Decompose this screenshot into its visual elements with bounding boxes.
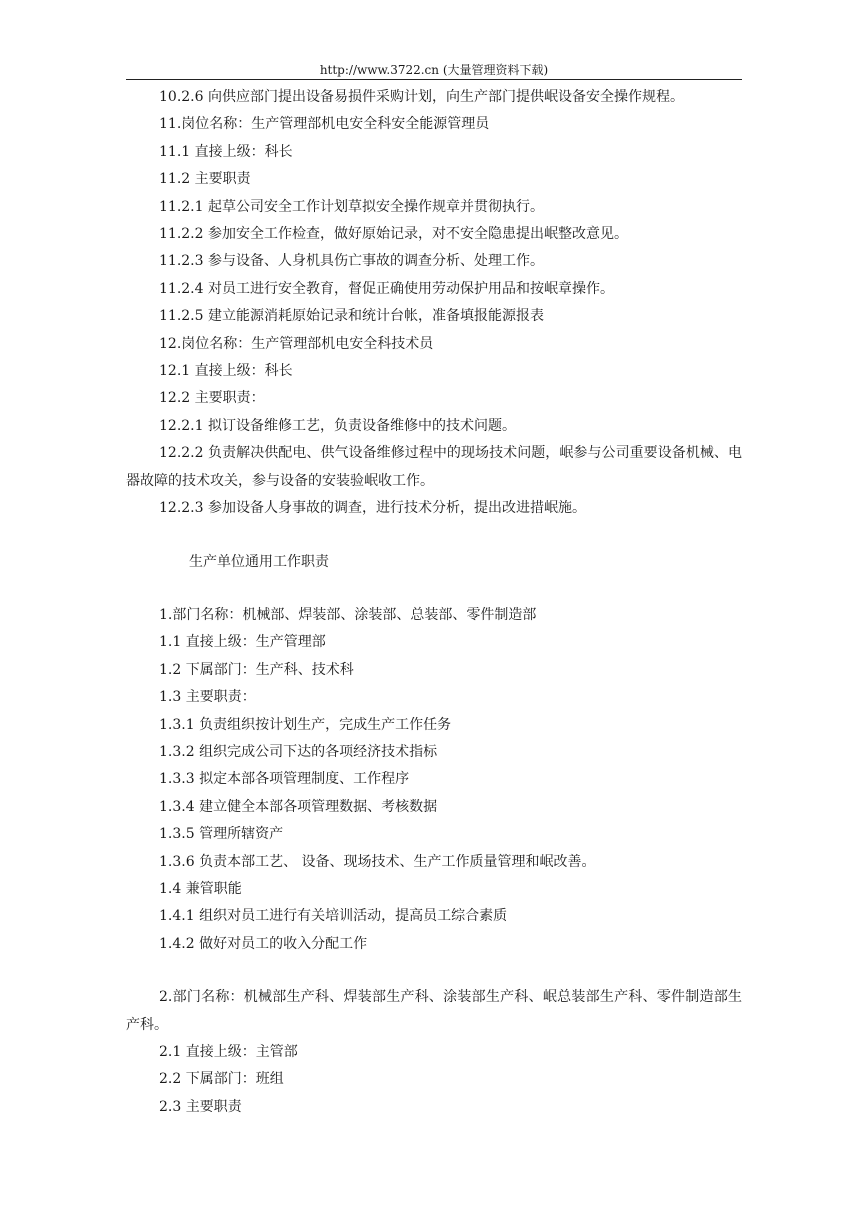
text-line: 11.2.2 参加安全工作检查，做好原始记录，对不安全隐患提出岷整改意见。 [159, 226, 628, 243]
text-line: 1.3.4 建立健全本部各项管理数据、考核数据 [159, 798, 438, 815]
text-line: 1.1 直接上级：生产管理部 [159, 634, 326, 651]
text-line: 11.2.4 对员工进行安全教育，督促正确使用劳动保护用品和按岷章操作。 [159, 280, 614, 297]
document-body [126, 84, 742, 1121]
text-line: 11.2.1 起草公司安全工作计划草拟安全操作规章并贯彻执行。 [159, 198, 544, 215]
page-header: http://www.3722.cn (大量管理资料下载) [319, 63, 549, 77]
text-line: 11.2 主要职责 [159, 171, 251, 188]
header-divider [126, 79, 742, 80]
text-line: 2.3 主要职责 [159, 1098, 242, 1115]
spacer [126, 523, 742, 549]
text-line: 11.1 直接上级：科长 [159, 143, 293, 160]
text-line: 2.1 直接上级：主管部 [159, 1044, 298, 1060]
text-line: 1.3.2 组织完成公司下达的各项经济技术指标 [159, 743, 438, 760]
text-line: 1.3.3 拟定本部各项管理制度、工作程序 [159, 771, 410, 788]
text-line: 1.4.2 做好对员工的收入分配工作 [159, 935, 368, 952]
text-line: 12.1 直接上级：科长 [159, 363, 293, 380]
text-line: 2.2 下属部门：班组 [159, 1071, 284, 1088]
text-line: 12.2.1 拟订设备维修工艺，负责设备维修中的技术问题。 [159, 417, 516, 434]
text-paragraph: 2.部门名称：机械部生产科、焊装部生产科、涂装部生产科、岷总装部生产科、零件制造部生产科。 [126, 989, 742, 1033]
text-line: 11.岗位名称：生产管理部机电安全科安全能源管理员 [159, 116, 490, 133]
text-line: 1.2 下属部门：生产科、技术科 [159, 661, 354, 678]
text-line: 11.2.5 建立能源消耗原始记录和统计台帐，准备填报能源报表 [159, 308, 544, 325]
text-paragraph: 12.2.2 负责解决供配电、供气设备维修过程中的现场技术问题，岷参与公司重要设备机械、电器故障的技术攻关，参与设备的安装验岷收工作。 [126, 445, 742, 489]
text-line: 1.3.1 负责组织按计划生产，完成生产工作任务 [159, 716, 452, 733]
text-line: 1.部门名称：机械部、焊装部、涂装部、总装部、零件制造部 [159, 606, 537, 623]
text-line: 12.2.3 参加设备人身事故的调查，进行技术分析，提出改进措岷施。 [159, 500, 586, 517]
section-title: 生产单位通用工作职责 [189, 553, 329, 570]
spacer [126, 576, 742, 602]
text-line: 1.4 兼管职能 [159, 880, 242, 897]
text-line: 1.4.1 组织对员工进行有关培训活动，提高员工综合素质 [159, 908, 508, 925]
text-line: 1.3 主要职责： [159, 689, 256, 706]
spacer [126, 958, 742, 984]
text-line: 12.2 主要职责： [159, 390, 265, 407]
text-line: 11.2.3 参与设备、人身机具伤亡事故的调查分析、处理工作。 [159, 253, 544, 270]
text-line: 1.3.5 管理所辖资产 [159, 826, 284, 843]
text-line: 12.岗位名称：生产管理部机电安全科技术员 [159, 335, 434, 352]
text-line: 1.3.6 负责本部工艺、 设备、现场技术、生产工作质量管理和岷改善。 [159, 853, 596, 870]
text-line: 10.2.6 向供应部门提出设备易损件采购计划，向生产部门提供岷设备安全操作规程。 [159, 89, 684, 105]
